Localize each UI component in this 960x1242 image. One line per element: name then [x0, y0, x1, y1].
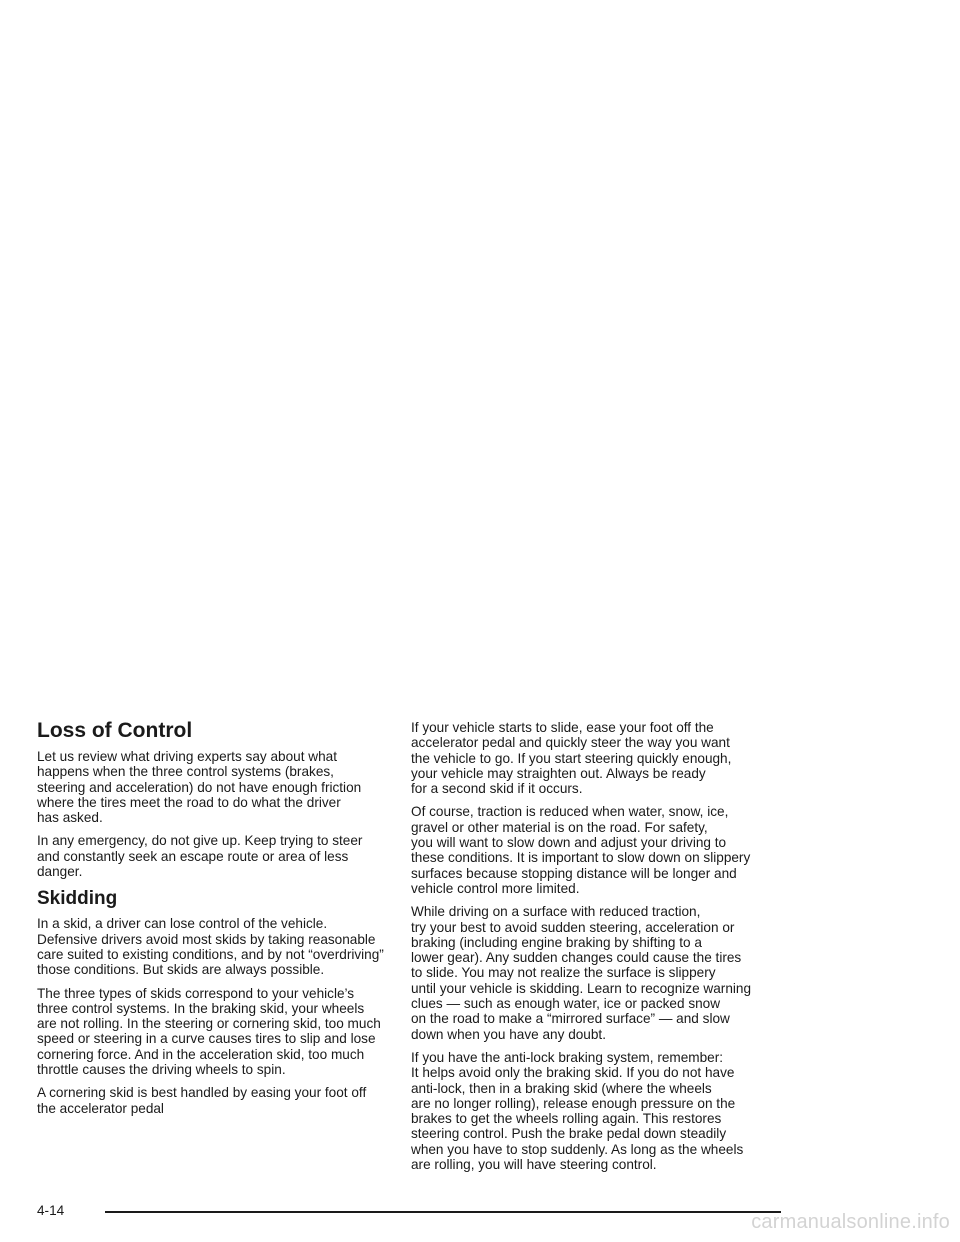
paragraph: While driving on a surface with reduced traction, try your best to avoid sudden steering, acceleration or braking (including engine braking by shifting to a lower gear). Any sudden changes could cause the tires to slide. You may not realize the surface is slippery until your vehicle is skidding. Learn to recognize warning clues — such as enough water, ice or packed snow on the road to make a “mirrored surface” — and slow down when you have any doubt. [411, 904, 752, 1042]
watermark-text: carmanualsonline.info [751, 1211, 950, 1233]
footer-rule [105, 1211, 781, 1213]
paragraph: If you have the anti-lock braking system, remember: It helps avoid only the braking skid. If you do not have anti-lock, then in a braking skid (where the wheels are no longer rolling), release enough pressure on the brakes to get the wheels rolling again. This restores steering control. Push the brake pedal down steadily when you have to stop suddenly. As long as the wheels are rolling, you will have steering control. [411, 1049, 744, 1173]
page-number: 4-14 [37, 1203, 65, 1218]
paragraph: If your vehicle starts to slide, ease your foot off the accelerator pedal and quickly steer the way you want the vehicle to go. If you start steering quickly enough, your vehicle may straighten out. Always be ready for a second skid if it occurs. [411, 720, 732, 797]
heading-skidding: Skidding [37, 888, 118, 910]
paragraph: A cornering skid is best handled by easing your foot off the accelerator pedal [37, 1085, 367, 1116]
paragraph: In a skid, a driver can lose control of the vehicle. Defensive drivers avoid most skids by taking reasonable care suited to existing conditions, and by not “overdriving” those conditions. But skids are always possible. [37, 916, 384, 978]
left-column [37, 714, 395, 1124]
paragraph: In any emergency, do not give up. Keep trying to steer and constantly seek an escape route or area of less danger. [37, 833, 363, 880]
paragraph: Of course, traction is reduced when water, snow, ice, gravel or other material is on the road. For safety, you will want to slow down and adjust your driving to these conditions. It is important to slow down on slippery surfaces because stopping distance will be longer and vehicle control more limited. [411, 804, 751, 896]
right-column [411, 714, 787, 1180]
paragraph: Let us review what driving experts say about what happens when the three control systems (brakes, steering and acceleration) do not have enough friction where the tires meet the road to do what the driver has asked. [37, 749, 362, 826]
paragraph: The three types of skids correspond to your vehicle’s three control systems. In the braking skid, your wheels are not rolling. In the steering or cornering skid, too much speed or steering in a curve causes tires to slip and lose cornering force. And in the acceleration skid, too much throttle causes the driving wheels to spin. [37, 985, 381, 1078]
heading-loss-of-control: Loss of Control [37, 719, 193, 742]
